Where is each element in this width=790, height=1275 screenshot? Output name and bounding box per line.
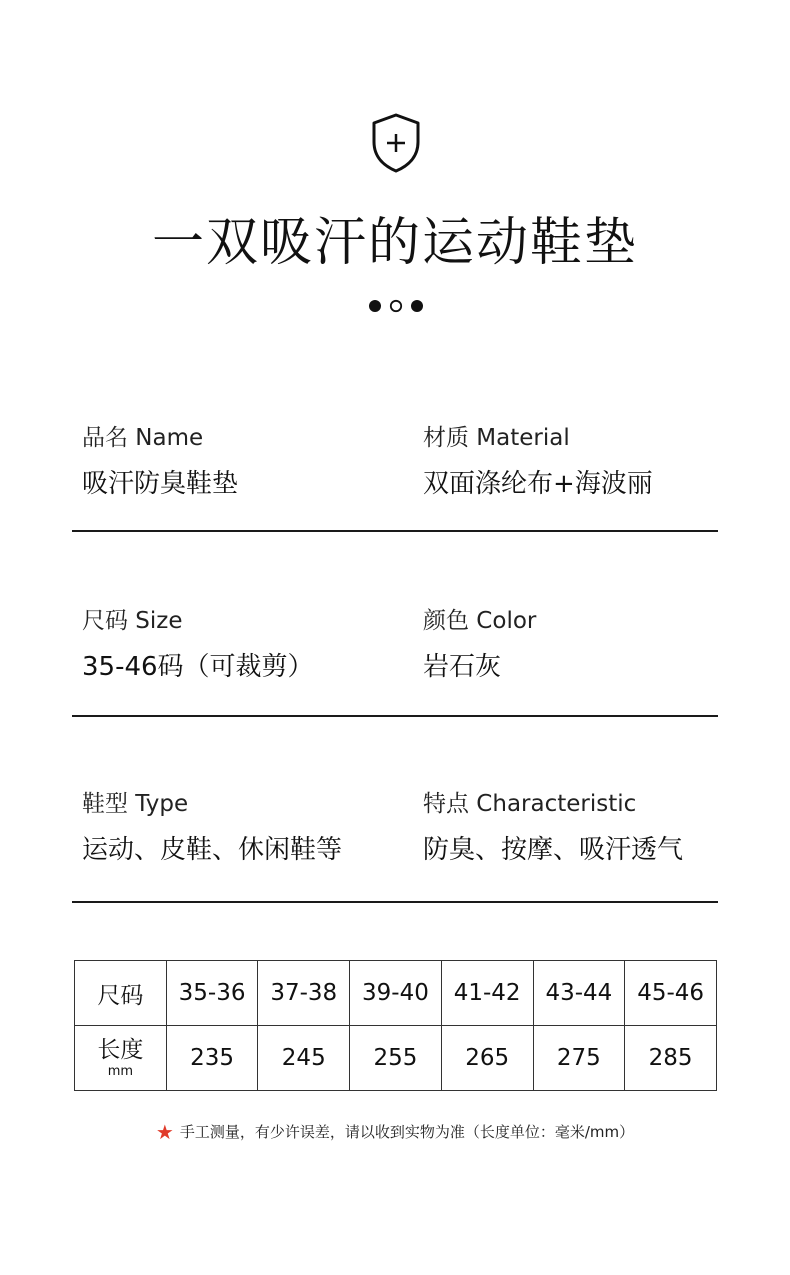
size-table	[74, 960, 717, 1091]
spec-value: 双面涤纶布+海波丽	[423, 469, 653, 499]
length-unit: mm	[107, 1064, 134, 1079]
table-cell: 39-40	[350, 961, 442, 1026]
star-icon: ★	[155, 1120, 174, 1144]
table-cell: 285	[625, 1026, 717, 1091]
spec-material	[423, 424, 733, 500]
spec-label: 材质 Material	[423, 425, 570, 451]
spec-value: 吸汗防臭鞋垫	[82, 469, 239, 499]
spec-label: 尺码 Size	[82, 608, 183, 634]
divider	[72, 901, 718, 903]
table-cell: 45-46	[625, 961, 717, 1026]
table-cell: 35-36	[166, 961, 258, 1026]
dots-divider-icon	[368, 298, 424, 314]
spec-value: 35-46码（可裁剪）	[82, 652, 314, 682]
spec-label: 颜色 Color	[423, 608, 537, 634]
shield-plus-icon	[370, 112, 422, 174]
spec-label: 品名 Name	[82, 425, 204, 451]
spec-size	[82, 607, 382, 683]
spec-value: 防臭、按摩、吸汗透气	[423, 835, 684, 865]
table-cell: 37-38	[258, 961, 350, 1026]
table-cell: 265	[441, 1026, 533, 1091]
table-row	[75, 1026, 717, 1091]
table-row	[75, 961, 717, 1026]
table-cell: 41-42	[441, 961, 533, 1026]
table-cell: 235	[166, 1026, 258, 1091]
spec-value: 岩石灰	[423, 652, 502, 682]
spec-characteristic	[423, 790, 733, 866]
table-cell: 275	[533, 1026, 625, 1091]
divider	[72, 530, 718, 532]
table-cell: 43-44	[533, 961, 625, 1026]
divider	[72, 715, 718, 717]
spec-label: 特点 Characteristic	[423, 791, 637, 817]
table-header-cell	[75, 1026, 167, 1091]
spec-type	[82, 790, 382, 866]
table-cell: 255	[350, 1026, 442, 1091]
spec-name	[82, 424, 382, 500]
note-text: 手工测量，有少许误差，请以收到实物为准（长度单位：毫米/mm）	[179, 1123, 635, 1141]
spec-value: 运动、皮鞋、休闲鞋等	[82, 835, 343, 865]
length-label: 长度	[97, 1037, 144, 1063]
table-header-cell: 尺码	[75, 961, 167, 1026]
table-cell: 245	[258, 1026, 350, 1091]
page-title: 一双吸汗的运动鞋垫	[151, 213, 638, 273]
measurement-note	[0, 1120, 790, 1144]
spec-label: 鞋型 Type	[82, 791, 189, 817]
spec-color	[423, 607, 733, 683]
